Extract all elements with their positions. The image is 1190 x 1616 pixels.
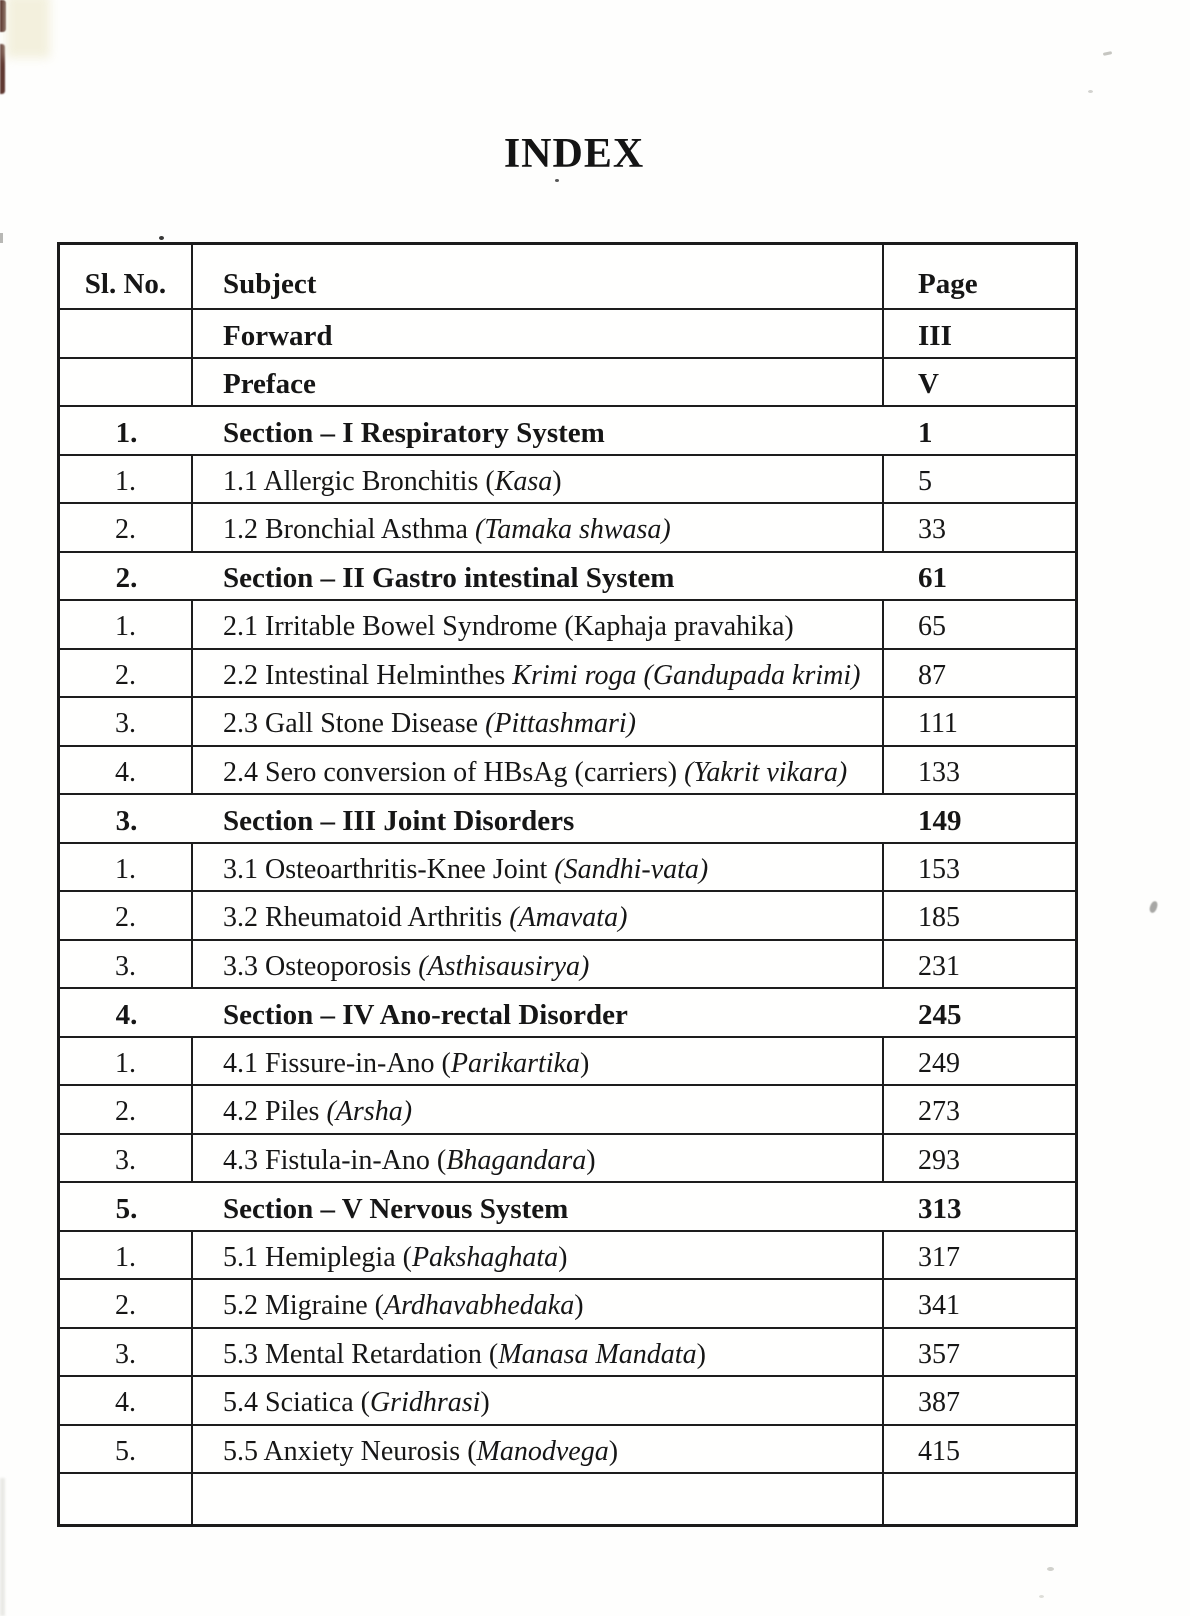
subject-cell	[193, 747, 884, 794]
subject-cell	[193, 310, 884, 357]
page-cell: V	[918, 368, 939, 401]
table-row	[60, 892, 1075, 941]
subject-text	[223, 1389, 490, 1417]
subject-segment: Krimi roga (Gandupada krimi)	[512, 659, 861, 691]
subject-text	[223, 904, 627, 932]
subject-cell	[193, 795, 884, 842]
page-cell: 249	[918, 1047, 960, 1079]
subject-segment: 5.1 Hemiplegia (	[223, 1241, 412, 1273]
sl-no-cell: 2.	[60, 650, 193, 697]
subject-text	[223, 1098, 412, 1126]
sl-no-cell: 3.	[60, 941, 193, 988]
subject-segment: Pakshaghata	[411, 1241, 559, 1273]
subject-segment: Parikartika	[450, 1047, 580, 1079]
sl-no-cell: 3.	[60, 698, 193, 745]
scan-speck	[555, 179, 559, 182]
index-table	[57, 242, 1078, 1527]
subject-segment: 4.3 Fistula-in-Ano (	[223, 1144, 447, 1176]
subject-text	[223, 756, 848, 788]
page-cell: 5	[918, 465, 932, 497]
subject-segment: 5.5 Anxiety Neurosis (	[223, 1435, 477, 1467]
subject-text	[223, 1292, 584, 1320]
subject-text	[223, 1144, 596, 1176]
table-row	[60, 650, 1075, 699]
subject-text	[223, 319, 333, 352]
page-cell: 65	[918, 611, 946, 643]
table-row	[60, 1329, 1075, 1378]
sl-no-cell: 5.	[60, 1426, 193, 1473]
subject-cell	[193, 504, 884, 551]
subject-segment: Kasa	[494, 465, 553, 497]
subject-text	[223, 998, 628, 1031]
subject-segment: 4.2 Piles	[223, 1096, 327, 1128]
subject-cell	[193, 1135, 884, 1182]
sl-no-cell: 1.	[60, 1038, 193, 1085]
table-row	[60, 1183, 1075, 1232]
subject-segment: Manodvega	[476, 1435, 609, 1467]
subject-segment: 3.3 Osteoporosis	[223, 950, 419, 982]
subject-segment: 2.2 Intestinal Helminthes	[223, 659, 513, 691]
subject-segment: )	[579, 1047, 590, 1079]
subject-segment: 2.4 Sero conversion of HBsAg (carriers)	[223, 756, 685, 788]
subject-segment: 1.1 Allergic Bronchitis (	[223, 465, 495, 497]
page-cell: 149	[918, 804, 962, 837]
subject-cell	[193, 989, 884, 1036]
subject-cell	[193, 407, 884, 454]
subject-segment: (Asthisausirya)	[418, 950, 590, 982]
subject-segment: Forward	[223, 319, 333, 352]
subject-text	[223, 613, 794, 641]
sl-no-cell: 1.	[60, 456, 193, 503]
table-row	[60, 989, 1075, 1038]
subject-cell	[193, 844, 884, 891]
sl-no-cell: 5.	[115, 1192, 138, 1225]
subject-text	[223, 659, 861, 691]
subject-segment: )	[558, 1241, 568, 1273]
subject-cell	[193, 601, 884, 648]
table-row	[60, 359, 1075, 408]
sl-no-cell: 2.	[60, 1280, 193, 1327]
page-cell: 87	[918, 659, 946, 691]
subject-text	[223, 1241, 568, 1273]
subject-cell	[193, 1280, 884, 1327]
table-row	[60, 844, 1075, 893]
subject-segment: 4.1 Fissure-in-Ano (	[223, 1047, 451, 1079]
subject-cell	[193, 1426, 884, 1473]
subject-segment: (Amavata)	[509, 902, 628, 934]
subject-segment: )	[480, 1387, 490, 1419]
subject-segment: )	[586, 1144, 596, 1176]
subject-cell	[193, 359, 884, 406]
sl-no-cell: 3.	[60, 1135, 193, 1182]
table-row	[60, 1377, 1075, 1426]
sl-no-cell	[60, 310, 193, 357]
header-page-label: Page	[918, 268, 978, 300]
sl-no-cell: 4.	[60, 1377, 193, 1424]
sl-no-cell: 2.	[60, 1086, 193, 1133]
scan-edge-mark	[0, 44, 5, 94]
subject-cell	[193, 650, 884, 697]
index-table-body	[60, 310, 1075, 1524]
page-cell: 133	[918, 756, 960, 788]
subject-segment: (Arsha)	[326, 1096, 413, 1128]
sl-no-cell: 4.	[60, 747, 193, 794]
subject-segment: Section – II Gastro intestinal System	[223, 562, 675, 595]
subject-text	[223, 516, 671, 544]
subject-text	[223, 853, 709, 885]
sl-no-cell: 2.	[60, 892, 193, 939]
scan-speck	[1047, 1567, 1054, 1571]
subject-segment: )	[552, 465, 562, 497]
subject-text	[223, 804, 575, 837]
table-row	[60, 1232, 1075, 1281]
subject-text	[223, 370, 316, 399]
subject-cell	[193, 698, 884, 745]
table-row	[60, 1426, 1075, 1475]
subject-cell	[193, 941, 884, 988]
header-sl-no-label: Sl. No.	[60, 245, 193, 308]
sl-no-cell: 1.	[60, 601, 193, 648]
subject-segment: 3.1 Osteoarthritis-Knee Joint	[223, 853, 555, 885]
subject-segment: (Yakrit vikara)	[684, 756, 848, 788]
scan-edge-shadow	[0, 1478, 5, 1616]
subject-segment: Preface	[223, 368, 316, 401]
table-row	[60, 941, 1075, 990]
page-cell: 111	[918, 708, 958, 740]
subject-text	[223, 710, 636, 738]
table-row	[60, 1280, 1075, 1329]
subject-segment: )	[608, 1435, 619, 1467]
sl-no-cell: 1.	[115, 416, 138, 449]
table-row	[60, 1474, 1075, 1524]
subject-segment: Section – V Nervous System	[223, 1192, 569, 1225]
page-cell: 387	[918, 1387, 960, 1419]
subject-text	[223, 564, 674, 593]
subject-segment: (Sandhi-vata)	[554, 853, 709, 885]
subject-segment: 3.2 Rheumatoid Arthritis	[223, 902, 510, 934]
subject-text	[223, 950, 590, 982]
table-row	[60, 747, 1075, 796]
sl-no-cell: 2.	[115, 562, 138, 595]
page-cell: 153	[918, 853, 960, 885]
page-cell: 313	[918, 1192, 962, 1225]
scan-speck	[159, 236, 164, 240]
subject-segment: Section – III Joint Disorders	[223, 804, 575, 837]
scan-speck	[1103, 51, 1112, 56]
page-cell: 273	[918, 1096, 960, 1128]
sl-no-cell: 1.	[60, 844, 193, 891]
subject-cell	[193, 1377, 884, 1424]
sl-no-cell: 1.	[60, 1232, 193, 1279]
subject-text	[223, 1192, 569, 1225]
subject-segment: Ardhavabhedaka	[383, 1290, 575, 1322]
page-cell: 1	[918, 416, 933, 449]
page-cell: III	[918, 319, 952, 352]
sl-no-cell: 2.	[60, 504, 193, 551]
subject-segment: (Tamaka shwasa)	[474, 514, 671, 546]
page-cell: 185	[918, 902, 960, 934]
scan-speck	[1088, 90, 1093, 93]
table-header-row	[60, 245, 1075, 310]
subject-cell	[193, 1474, 884, 1524]
table-row	[60, 1038, 1075, 1087]
subject-segment: )	[696, 1338, 706, 1370]
subject-cell	[193, 456, 884, 503]
subject-segment: Section – IV Ano-rectal Disorder	[223, 998, 628, 1031]
subject-cell	[193, 892, 884, 939]
subject-segment: )	[574, 1290, 584, 1322]
header-subject-label: Subject	[193, 245, 884, 308]
table-row	[60, 795, 1075, 844]
subject-segment: Section – I Respiratory System	[223, 416, 605, 449]
table-row	[60, 553, 1075, 602]
page-cell: 33	[918, 514, 946, 546]
subject-segment: 2.1 Irritable Bowel Syndrome (Kaphaja pravahika)	[223, 611, 794, 643]
page-cell: 61	[918, 562, 947, 595]
page-cell: 231	[918, 950, 960, 982]
scan-speck	[0, 233, 3, 243]
page-cell: 357	[918, 1338, 960, 1370]
scan-edge-mark	[0, 0, 6, 32]
subject-text	[223, 465, 562, 497]
subject-cell	[193, 1329, 884, 1376]
table-row	[60, 504, 1075, 553]
scan-speck	[1149, 900, 1159, 913]
subject-segment: 5.4 Sciatica (	[223, 1387, 370, 1419]
subject-cell	[193, 1038, 884, 1085]
subject-segment: Bhagandara	[446, 1144, 587, 1176]
subject-text	[223, 416, 605, 449]
subject-text	[223, 1338, 706, 1370]
table-row	[60, 698, 1075, 747]
subject-cell	[193, 1183, 884, 1230]
sl-no-cell: 3.	[60, 1329, 193, 1376]
subject-text	[223, 1435, 619, 1467]
subject-segment: 5.2 Migraine (	[223, 1290, 384, 1322]
table-row	[60, 456, 1075, 505]
sl-no-cell	[60, 1474, 193, 1524]
subject-text	[223, 1047, 590, 1079]
subject-cell	[193, 1086, 884, 1133]
table-row	[60, 601, 1075, 650]
page-cell: 415	[918, 1435, 960, 1467]
table-row	[60, 1135, 1075, 1184]
page-cell: 245	[918, 998, 962, 1031]
page-cell: 293	[918, 1144, 960, 1176]
subject-cell	[193, 553, 884, 600]
scan-stain	[6, 0, 50, 58]
table-row	[60, 1086, 1075, 1135]
table-row	[60, 407, 1075, 456]
subject-segment: Gridhrasi	[369, 1387, 481, 1419]
page-cell: 341	[918, 1290, 960, 1322]
subject-segment: 5.3 Mental Retardation (	[223, 1338, 499, 1370]
subject-segment: 1.2 Bronchial Asthma	[223, 514, 475, 546]
subject-segment: (Pittashmari)	[485, 708, 636, 740]
subject-segment: 2.3 Gall Stone Disease	[223, 708, 486, 740]
page-title: INDEX	[503, 131, 645, 177]
scan-speck	[1039, 1595, 1044, 1598]
table-row	[60, 310, 1075, 359]
sl-no-cell	[60, 359, 193, 406]
sl-no-cell: 4.	[115, 998, 138, 1031]
subject-cell	[193, 1232, 884, 1279]
subject-segment: Manasa Mandata	[498, 1338, 697, 1370]
sl-no-cell: 3.	[115, 804, 138, 837]
page-cell: 317	[918, 1241, 960, 1273]
page-cell	[884, 1474, 1075, 1524]
